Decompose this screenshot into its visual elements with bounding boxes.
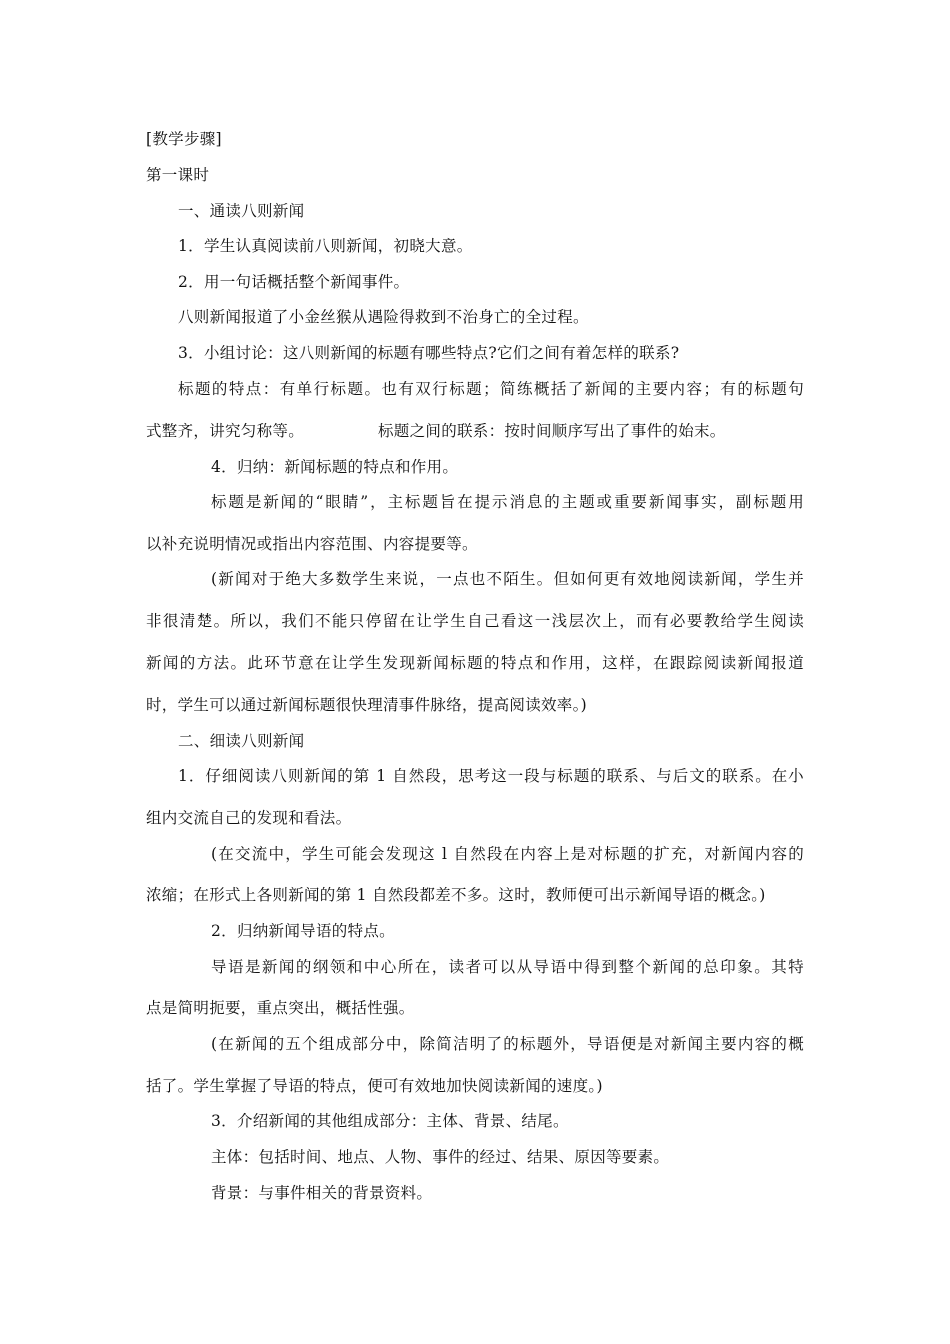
lesson-heading: 第一课时 (146, 166, 210, 184)
paragraph-note-1-line-2: 非很清楚。所以，我们不能只停留在让学生自己看这一浅层次上，而有必要教给学生阅读 (146, 612, 804, 630)
paragraph-note-2-cont: 浓缩；在形式上各则新闻的第 1 自然段都差不多。这时，教师便可出示新闻导语的概念。) (146, 886, 766, 904)
paragraph-note-3: (在新闻的五个组成部分中，除简洁明了的标题外，导语便是对新闻主要内容的概 (211, 1035, 804, 1053)
paragraph-note-3-cont: 括了。学生掌握了导语的特点，便可有效地加快阅读新闻的速度。) (146, 1077, 603, 1095)
paragraph-summary: 八则新闻报道了小金丝猴从遇险得救到不治身亡的全过程。 (178, 308, 589, 326)
step-1-1: 1．学生认真阅读前八则新闻，初晓大意。 (178, 237, 473, 255)
paragraph-note-1-line-3: 新闻的方法。此环节意在让学生发现新闻标题的特点和作用，这样，在跟踪阅读新闻报道 (146, 654, 804, 672)
paragraph-background: 背景：与事件相关的背景资料。 (211, 1184, 433, 1202)
paragraph-note-2: (在交流中，学生可能会发现这 l 自然段在内容上是对标题的扩充，对新闻内容的 (211, 845, 804, 863)
part-heading-2: 二、细读八则新闻 (178, 732, 305, 750)
paragraph-title-features-cont: 式整齐，讲究匀称等。 (146, 422, 305, 440)
paragraph-body: 主体：包括时间、地点、人物、事件的经过、结果、原因等要素。 (211, 1148, 670, 1166)
paragraph-lead-cont: 点是简明扼要，重点突出，概括性强。 (146, 999, 415, 1017)
step-1-4: 4．归纳：新闻标题的特点和作用。 (211, 458, 459, 476)
part-heading-1: 一、通读八则新闻 (178, 202, 305, 220)
step-2-2: 2．归纳新闻导语的特点。 (211, 922, 395, 940)
paragraph-title-role: 标题是新闻的“眼睛”，主标题旨在提示消息的主题或重要新闻事实，副标题用 (211, 493, 804, 511)
paragraph-lead: 导语是新闻的纲领和中心所在，读者可以从导语中得到整个新闻的总印象。其特 (211, 958, 804, 976)
step-2-1: 1．仔细阅读八则新闻的第 1 自然段，思考这一段与标题的联系、与后文的联系。在小 (178, 767, 804, 785)
paragraph-note-1: (新闻对于绝大多数学生来说，一点也不陌生。但如何更有效地阅读新闻，学生并 (211, 570, 804, 588)
paragraph-title-role-cont: 以补充说明情况或指出内容范围、内容提要等。 (146, 535, 478, 553)
paragraph-title-relations: 标题之间的联系：按时间顺序写出了事件的始末。 (378, 422, 726, 440)
step-2-3: 3．介绍新闻的其他组成部分：主体、背景、结尾。 (211, 1112, 569, 1130)
step-2-1-cont: 组内交流自己的发现和看法。 (146, 809, 352, 827)
paragraph-title-features: 标题的特点：有单行标题。也有双行标题；简练概括了新闻的主要内容；有的标题句 (178, 380, 804, 398)
step-1-3: 3．小组讨论：这八则新闻的标题有哪些特点?它们之间有着怎样的联系? (178, 344, 680, 362)
step-1-2: 2．用一句话概括整个新闻事件。 (178, 273, 410, 291)
paragraph-note-1-line-4: 时，学生可以通过新闻标题很快理清事件脉络，提高阅读效率。) (146, 696, 587, 714)
section-heading: [教学步骤] (146, 130, 222, 148)
